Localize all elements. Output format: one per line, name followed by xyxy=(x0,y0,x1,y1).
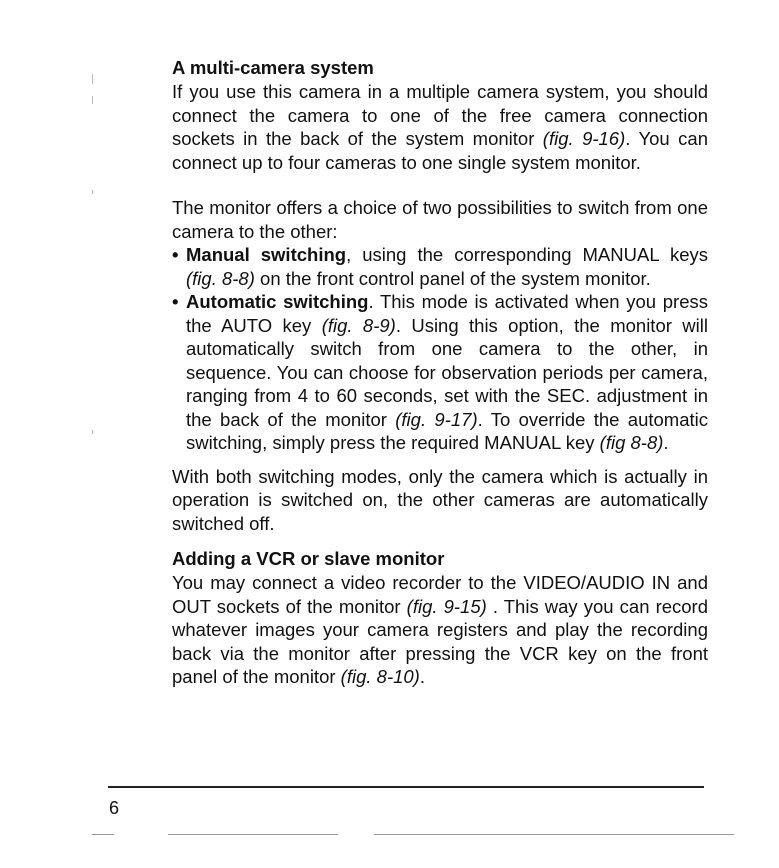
paragraph-vcr xyxy=(172,571,708,689)
section-heading-multi-camera: A multi-camera system xyxy=(172,57,374,78)
list-item-manual xyxy=(172,243,708,290)
figure-reference: (fig. 9-16) xyxy=(542,128,626,149)
scan-artifact-line xyxy=(168,834,338,835)
list-item-text: . To override the automatic switching, simply press the required MANUAL key xyxy=(186,408,708,453)
list-item-text: on the front control panel of the system monitor. xyxy=(254,267,651,289)
paragraph-vcr-text-end: . xyxy=(419,666,425,687)
figure-reference: (fig. 8-9) xyxy=(321,314,396,336)
page-content xyxy=(172,56,708,689)
page-number: 6 xyxy=(109,798,120,818)
paragraph-switching-note: With both switching modes, only the camera which is actually in operation is switched on, the other cameras are automatically switched off. xyxy=(172,465,708,534)
figure-reference: (fig. 8-8) xyxy=(186,267,255,289)
paragraph-intro xyxy=(172,80,708,174)
scan-artifact-speck xyxy=(92,74,93,84)
list-item-text: . This mode is activated when you press the AUTO key xyxy=(186,291,708,336)
scan-artifact-speck xyxy=(92,190,93,194)
list-item-text: . Using this option, the monitor will automatically switch from one camera to the other, in sequence. You can choose for observation periods per camera, ranging from 4 to 60 seconds, set with the SEC. adjustment in the back of the monitor xyxy=(186,314,708,430)
list-item-text: . xyxy=(663,432,669,453)
scan-artifact-line xyxy=(92,834,114,835)
list-item-text: , using the corresponding MANUAL keys xyxy=(346,244,708,265)
bullet-icon: • xyxy=(172,244,179,265)
paragraph-switching: The monitor offers a choice of two possibilities to switch from one camera to the other: xyxy=(172,197,708,242)
figure-reference: (fig. 8-10) xyxy=(340,666,420,687)
bullet-icon: • xyxy=(172,291,179,312)
figure-reference: (fig. 9-15) xyxy=(406,595,487,617)
term-manual-switching: Manual switching xyxy=(186,244,347,265)
paragraph-vcr-text: You may connect a video recorder to the VIDEO/AUDIO IN and OUT sockets of the monitor xyxy=(172,572,708,617)
footer-divider xyxy=(108,786,704,788)
figure-reference: (fig. 9-17) xyxy=(395,408,478,430)
paragraph-intro-text-end: . You can connect up to four cameras to one single system monitor. xyxy=(172,128,708,173)
paragraph-intro-text: If you use this camera in a multiple camera system, you should connect the camera to one of the free camera connection sockets in the back of the system monitor xyxy=(172,81,708,149)
figure-reference: (fig 8-8) xyxy=(599,432,664,453)
scan-artifact-line xyxy=(374,834,734,835)
switching-modes-list xyxy=(172,243,708,455)
section-heading-vcr: Adding a VCR or slave monitor xyxy=(172,548,445,569)
list-item-automatic xyxy=(172,290,708,455)
scan-artifact-speck xyxy=(92,430,93,434)
paragraph-vcr-text: . This way you can record whatever images your camera registers and play the recording back via the monitor after pressing the VCR key on the front panel of the monitor xyxy=(172,595,709,687)
term-automatic-switching: Automatic switching xyxy=(186,291,369,312)
scan-artifact-speck xyxy=(92,96,93,104)
